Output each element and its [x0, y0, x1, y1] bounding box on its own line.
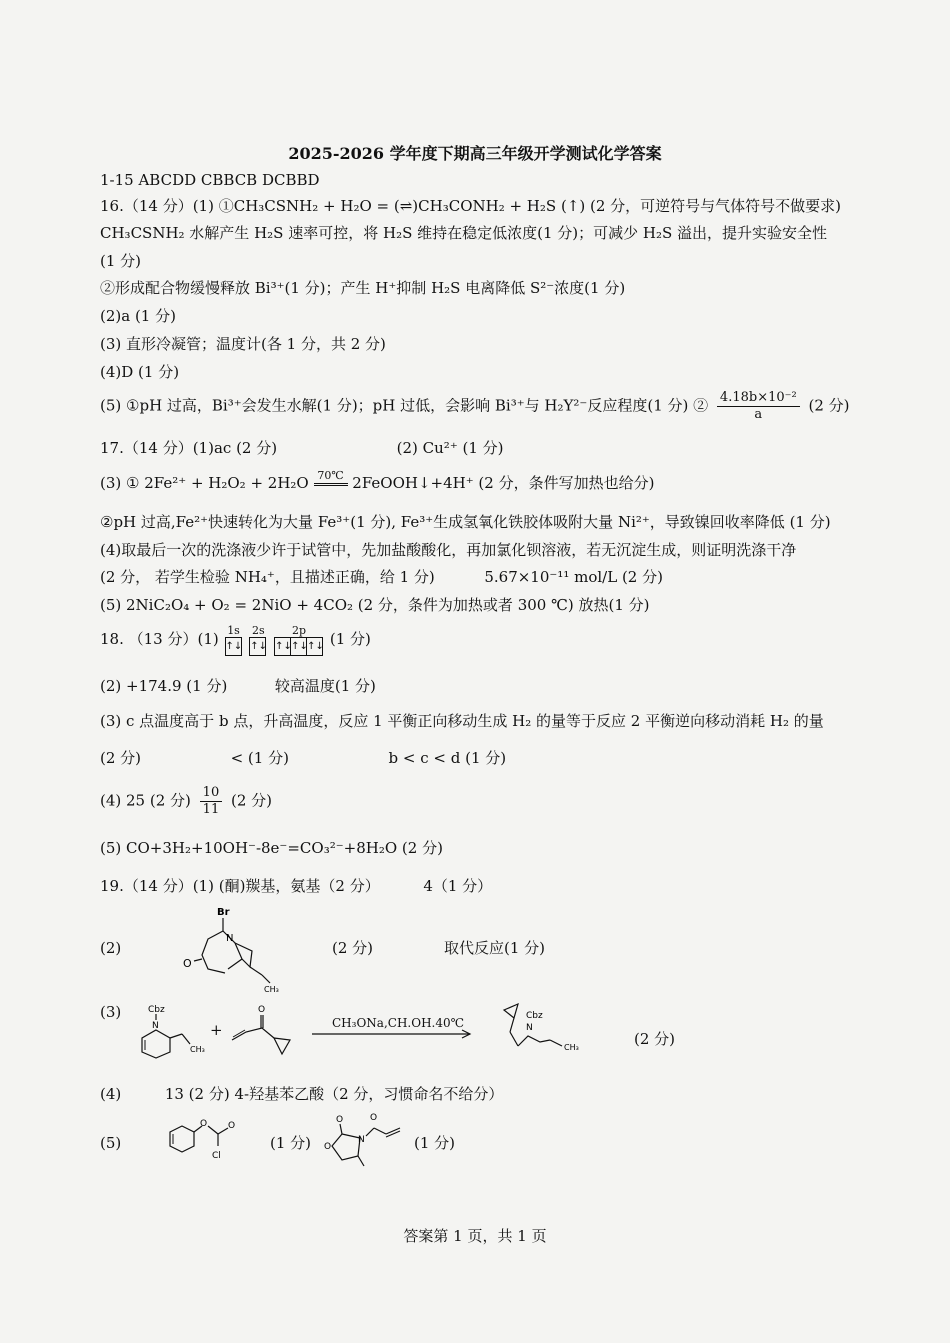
q18-line-1-score: (1 分) [329, 630, 371, 648]
q19-p3-label: (3) [100, 1003, 122, 1021]
q17-condition: 70℃ [317, 469, 344, 482]
q19-p3-reactant-1 [128, 1002, 218, 1062]
q19-p3-plus: + [210, 1021, 223, 1039]
q16-line-3: (1 分) [100, 252, 142, 270]
q19-p3-condition: CH₃ONa,CH.OH.40℃ [332, 1016, 465, 1030]
orbital-box: ↑↓ [306, 637, 323, 656]
q16-line-5: (2)a (1 分) [100, 307, 176, 325]
q16-fraction [717, 390, 800, 423]
q18-line-1 [100, 624, 371, 656]
q19-p2-reaction-type: 取代反应(1 分) [444, 939, 546, 957]
orbital-2s [250, 624, 266, 656]
orbital-2s-label: 2s [251, 624, 265, 637]
q18-line-2-b: 较高温度(1 分) [274, 677, 376, 695]
q18-line-4-b: < (1 分) [230, 749, 289, 767]
q16-line-8-text: (5) ①pH 过高，Bi³⁺会发生水解(1 分)；pH 过低，会影响 Bi³⁺与 H₂Y²⁻反应程度(1 分) ② [100, 396, 709, 415]
q18-line-3: (3) c 点温度高于 b 点，升高温度，反应 1 平衡正向移动生成 H₂ 的量等于反应 2 平衡逆向移动消耗 H₂ 的量 [100, 712, 824, 730]
reaction-arrow [312, 1028, 474, 1040]
q17-condition-arrow [314, 469, 348, 493]
q16-line-4: ②形成配合物缓慢释放 Bi³⁺(1 分)；产生 H⁺抑制 H₂S 电离降低 S²⁻浓度(1 分) [100, 279, 626, 297]
orbital-box: ↑↓ [225, 637, 242, 656]
struct-label-n: N [526, 1023, 533, 1033]
struct-label-cl: Cl [212, 1151, 221, 1161]
struct-label-n: N [358, 1135, 365, 1145]
q17-line-4: (4)取最后一次的洗涤液少许于试管中，先加盐酸酸化，再加氯化钡溶液，若无沉淀生成，则证明洗涤干净 [100, 541, 797, 559]
q18-line-5-b: (2 分) [231, 791, 273, 810]
struct-label-ch3: CH₃ [264, 985, 279, 993]
q19-line-1-a: 19.（14 分）(1) (酮)羰基，氨基（2 分） [100, 877, 380, 895]
struct-label-o: O [370, 1113, 378, 1123]
q19-p2-score: (2 分) [332, 939, 374, 957]
q18-fraction [200, 785, 223, 818]
q17-part-1: 17.（14 分）(1)ac (2 分) [100, 439, 278, 457]
orbital-box: ↑↓ [249, 637, 266, 656]
struct-label-o: O [336, 1115, 344, 1125]
struct-label-o: O [183, 957, 192, 970]
struct-label-cbz: Cbz [526, 1011, 543, 1021]
struct-label-o: O [324, 1142, 332, 1152]
q19-p5-structure-1 [156, 1112, 246, 1168]
q17-line-5-a: (2 分， 若学生检验 NH₄⁺，且描述正确，给 1 分) [100, 568, 435, 586]
page-title: 2025-2026 学年度下期高三年级开学测试化学答案 [288, 144, 662, 163]
struct-label-o: O [228, 1121, 236, 1131]
q18-line-5 [100, 785, 272, 818]
q18-line-6: (5) CO+3H₂+10OH⁻-8e⁻=CO₃²⁻+8H₂O (2 分) [100, 839, 443, 857]
q17-line-2 [100, 469, 655, 493]
orbital-2p [275, 624, 323, 656]
struct-label-ch3: CH₃ [564, 1043, 579, 1052]
q16-line-2: CH₃CSNH₂ 水解产生 H₂S 速率可控，将 H₂S 维持在稳定低浓度(1 分)；可减少 H₂S 溢出，提升实验安全性 [100, 224, 828, 242]
struct-label-br: Br [217, 907, 230, 918]
q19-line-4-a: (4) [100, 1085, 122, 1103]
struct-label-n: N [152, 1021, 159, 1031]
mc-answers: 1-15 ABCDD CBBCB DCBBD [100, 171, 320, 189]
q18-frac-numerator: 10 [200, 785, 223, 802]
page-footer: 答案第 1 页，共 1 页 [403, 1227, 547, 1245]
orbital-2p-label: 2p [292, 624, 307, 637]
q16-line-8 [100, 390, 850, 423]
q16-frac-numerator: 4.18b×10⁻² [717, 390, 800, 407]
struct-label-o: O [258, 1005, 266, 1015]
q19-p5-score-1: (1 分) [270, 1134, 312, 1152]
orbital-box: ↑↓ [274, 637, 291, 656]
q17-line-1 [100, 438, 504, 458]
q16-line-7: (4)D (1 分) [100, 363, 180, 381]
struct-label-o: O [200, 1119, 208, 1129]
q18-line-4-c: b < c < d (1 分) [388, 749, 507, 767]
q19-line-1 [100, 876, 492, 896]
q19-p2-structure [180, 903, 290, 993]
q17-line-6: (5) 2NiC₂O₄ + O₂ = 2NiO + 4CO₂ (2 分，条件为加热或者 300 ℃) 放热(1 分) [100, 596, 650, 614]
q19-line-4-b: 13 (2 分) 4-羟基苯乙酸（2 分，习惯命名不给分） [164, 1085, 504, 1103]
q17-equation-left: (3) ① 2Fe²⁺ + H₂O₂ + 2H₂O [100, 474, 309, 492]
q16-line-8-score: (2 分) [808, 396, 850, 415]
struct-label-n: N [226, 933, 234, 944]
q19-line-1-b: 4（1 分） [423, 877, 493, 895]
q19-p5-label: (5) [100, 1134, 122, 1152]
q19-p5-structure-2 [320, 1108, 410, 1172]
q19-p3-product [496, 996, 596, 1062]
q19-line-4 [100, 1084, 503, 1104]
q16-line-1: 16.（14 分）(1) ①CH₃CSNH₂ + H₂O = (⇌)CH₃CONH₂ + H₂S (↑) (2 分，可逆符号与气体符号不做要求) [100, 197, 842, 215]
q18-line-1-a: 18. （13 分）(1) [100, 630, 219, 648]
q18-line-2-a: (2) +174.9 (1 分) [100, 677, 228, 695]
orbital-1s-label: 1s [227, 624, 240, 637]
q17-line-5 [100, 567, 663, 587]
q19-p5-score-2: (1 分) [414, 1134, 456, 1152]
orbital-box: ↑↓ [290, 637, 307, 656]
q19-p2-label: (2) [100, 939, 122, 957]
q17-equation-right: 2FeOOH↓+4H⁺ (2 分，条件写加热也给分) [352, 474, 655, 492]
q16-frac-denominator: a [754, 407, 763, 422]
q19-p3-score: (2 分) [634, 1030, 676, 1048]
q16-line-6: (3) 直形冷凝管；温度计(各 1 分，共 2 分) [100, 335, 386, 353]
struct-label-cbz: Cbz [148, 1005, 165, 1015]
q18-line-4 [100, 748, 506, 768]
q19-p3-reactant-2 [226, 1000, 306, 1060]
q18-line-4-a: (2 分) [100, 749, 142, 767]
q18-line-5-a: (4) 25 (2 分) [100, 791, 191, 810]
q18-frac-denominator: 11 [202, 802, 220, 817]
orbital-1s [226, 624, 242, 656]
q17-line-3: ②pH 过高,Fe²⁺快速转化为大量 Fe³⁺(1 分), Fe³⁺生成氢氧化铁胶体吸附大量 Ni²⁺，导致镍回收率降低 (1 分) [100, 513, 831, 531]
struct-label-ch3: CH₃ [190, 1045, 205, 1054]
q17-line-5-b: 5.67×10⁻¹¹ mol/L (2 分) [484, 568, 663, 586]
q17-part-2: (2) Cu²⁺ (1 分) [396, 439, 504, 457]
q18-line-2 [100, 676, 376, 696]
